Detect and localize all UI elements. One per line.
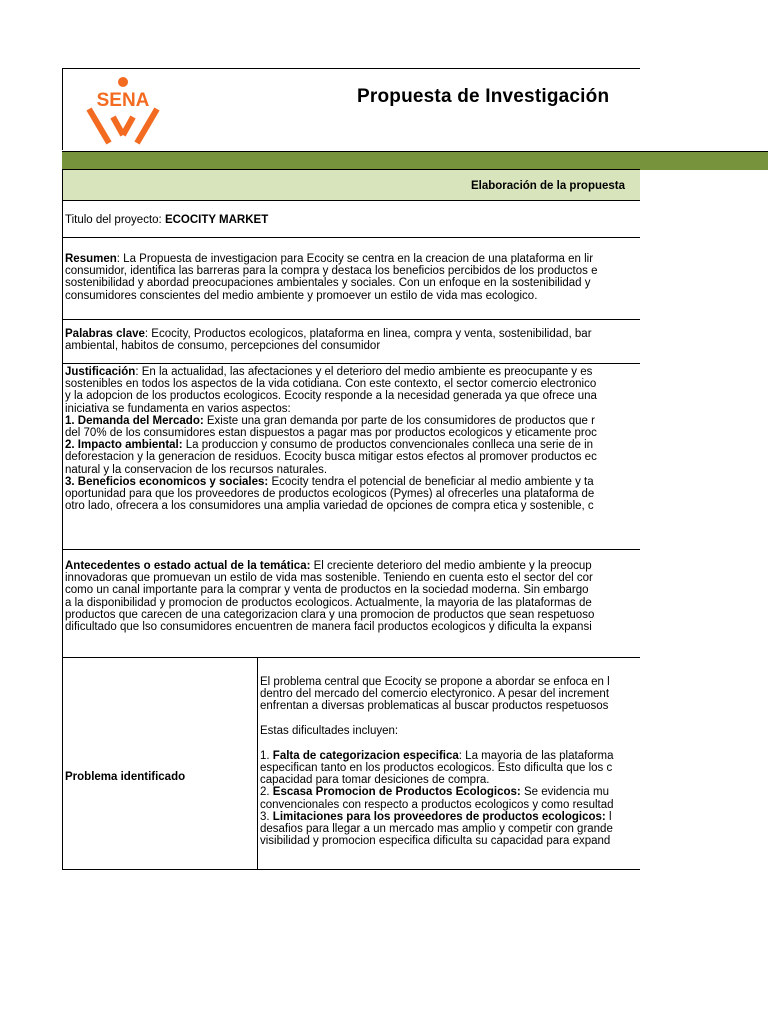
problema-label-cell xyxy=(62,657,258,870)
justificacion-row xyxy=(62,363,640,549)
antecedentes-label: Antecedentes o estado actual de la temática: xyxy=(65,560,311,572)
project-title-label: Titulo del proyecto: xyxy=(65,214,162,226)
justificacion-item-label: 2. Impacto ambiental: xyxy=(65,439,183,452)
problema-item-num: 3. xyxy=(260,810,270,823)
problema-line: dentro del mercado del comercio electyronico. A pesar del increment xyxy=(260,688,610,701)
justificacion-line: : En la actualidad, las afectaciones y el deterioro del medio ambiente es preocupante y es xyxy=(135,366,593,378)
justificacion-line: deforestacion y la generacion de residuos. Ecocity busca mitigar estos efectos al promover productos ec xyxy=(65,451,597,464)
justificacion-label: Justificación xyxy=(65,366,136,378)
palabras-clave-label: Palabras clave xyxy=(65,328,145,340)
project-title-value: ECOCITY MARKET xyxy=(164,214,269,226)
project-title-row xyxy=(62,201,640,237)
problema-item-label: Falta de categorizacion especifica xyxy=(272,749,459,762)
document-header xyxy=(62,68,640,150)
antecedentes-line: a la disponibilidad y promocion de productos ecologicos. Actualmente, la mayoria de las plataformas de xyxy=(65,596,592,609)
problema-line: especifican tanto en los productos ecologicos. Esto dificulta que los c xyxy=(260,762,613,775)
problema-line: enfrentan a diversas problematicas al buscar productos respetuosos xyxy=(260,700,609,713)
page-title: Propuesta de Investigación xyxy=(357,86,610,107)
problema-item-label: Escasa Promocion de Productos Ecologicos: xyxy=(272,786,521,799)
resumen-row xyxy=(62,237,640,319)
problema-content-cell: El problema central que Ecocity se propone a abordar se enfoca en l dentro del mercado del comercio electyronico. A pesar del increment enfrentan a diversas problematicas al buscar productos respetuosos Estas dificultades incluyen: 1. Falta de categorizacion especifica: La mayoria de las plataforma especifican tanto en los productos ecologicos. Esto dificulta que los c capacidad para tomar desiciones de compra. 2. Escasa Promocion de Productos Ecologicos: Se evidencia mu convencionales con respecto a productos ecologicos y como resultad 3. Limitaciones para los proveedores de productos ecologicos: l desafios para llegar a un mercado mas amplio y competir con grande visibilidad y promocion especifica dificulta su capacidad para expand xyxy=(258,657,640,870)
justificacion-line: iniciativa se fundamenta en varios aspectos: xyxy=(65,402,291,415)
antecedentes-line: como un canal importante para la comprar y venta de productos en la sociedad moderna. Sin embargo xyxy=(65,584,589,597)
justificacion-item-label: 3. Beneficios economicos y sociales: xyxy=(65,475,269,488)
problema-item-num: 2. xyxy=(260,786,270,799)
antecedentes-line: innovadoras que promuevan un estilo de vida mas sostenible. Teniendo en cuenta esto el sector del cor xyxy=(65,572,593,585)
antecedentes-line: dificultado que lso consumidores encuentren de manera facil productos ecologicos y dificulta la expansi xyxy=(65,621,592,634)
resumen-line: consumidor, identifica las barreras para la compra y destaca los beneficios percibidos de los productos e xyxy=(65,265,598,278)
justificacion-line: Ecocity tendra el potencial de beneficiar al medio ambiente y ta xyxy=(268,475,594,488)
justificacion-line: otro lado, ofrecera a los consumidores una amplia variedad de opciones de compra etica y sostenible, c xyxy=(65,500,594,513)
resumen-line: sostenibilidad y abordad preocupaciones ambientales y sociales. Con un enfoque en la sostenibilidad y xyxy=(65,277,591,290)
problema-line: visibilidad y promocion especifica dificulta su capacidad para expand xyxy=(260,835,611,848)
antecedentes-line: productos que carecen de una categorizacion clara y una promocion de productos que sean respetuoso xyxy=(65,608,595,621)
justificacion-line: La produccion y consumo de productos convencionales conlleca una serie de in xyxy=(182,439,594,452)
problema-line: l xyxy=(605,810,612,823)
problema-line: desafios para llegar a un mercado mas amplio y competir con grande xyxy=(260,823,613,836)
justificacion-item-label: 1. Demanda del Mercado: xyxy=(65,414,204,427)
resumen-label: Resumen xyxy=(65,253,117,265)
spreadsheet-sheet xyxy=(62,68,640,900)
subheader-label: Elaboración de la propuesta xyxy=(471,180,626,192)
palabras-clave-line: : Ecocity, Productos ecologicos, plataforma en linea, compra y venta, sostenibilidad, bar xyxy=(144,328,592,340)
palabras-clave-row xyxy=(62,319,640,363)
antecedentes-row xyxy=(62,549,640,657)
problema-item-num: 1 xyxy=(260,749,267,762)
antecedentes-line: El creciente deterioro del medio ambiente y la preocup xyxy=(310,560,592,572)
palabras-clave-line: ambiental, habitos de consumo, percepciones del consumidor xyxy=(65,340,381,353)
justificacion-line: del 70% de los consumidores estan dispuestos a pagar mas por productos ecologicos y eticamente proc xyxy=(65,427,597,440)
justificacion-line: natural y la conservacion de los recursos naturales. xyxy=(65,463,328,476)
resumen-line: consumidores conscientes del medio ambiente y promoever un estilo de vida mas ecologico. xyxy=(65,289,538,302)
justificacion-line: sostenibles en todos los aspectos de la vida cotidiana. Con este contexto, el sector comercio electronico xyxy=(65,378,597,391)
problema-label: Problema identificado xyxy=(65,771,186,783)
problema-line: El problema central que Ecocity se propone a abordar se enfoca en l xyxy=(260,676,610,688)
problema-subintro: Estas dificultades incluyen: xyxy=(260,724,399,737)
resumen-line: : La Propuesta de investigacion para Ecocity se centra en la creacion de una plataforma en lir xyxy=(116,253,594,265)
problema-line: convencionales con respecto a productos ecologicos y como resultad xyxy=(260,798,614,811)
section-subheader xyxy=(62,169,640,201)
justificacion-line: Existe una gran demanda por parte de los consumidores de productos que r xyxy=(203,414,595,427)
svg-text:SENA: SENA xyxy=(96,90,150,111)
project-title-line xyxy=(65,214,268,226)
problema-line: Se evidencia mu xyxy=(520,786,609,799)
problema-line: capacidad para tomar desiciones de compra. xyxy=(260,774,490,787)
problema-item-label: Limitaciones para los proveedores de productos ecologicos: xyxy=(272,810,606,823)
problema-line: : La mayoria de las plataforma xyxy=(458,749,614,762)
justificacion-line: y la adopcion de los productos ecologicos. Ecocity responde a la necesidad generada ya que ofrece una xyxy=(65,390,597,403)
sena-logo xyxy=(83,73,163,147)
justificacion-line: oportunidad para que los proveedores de productos ecologicos (Pymes) al ofrecerles una plataforma de xyxy=(65,488,595,501)
